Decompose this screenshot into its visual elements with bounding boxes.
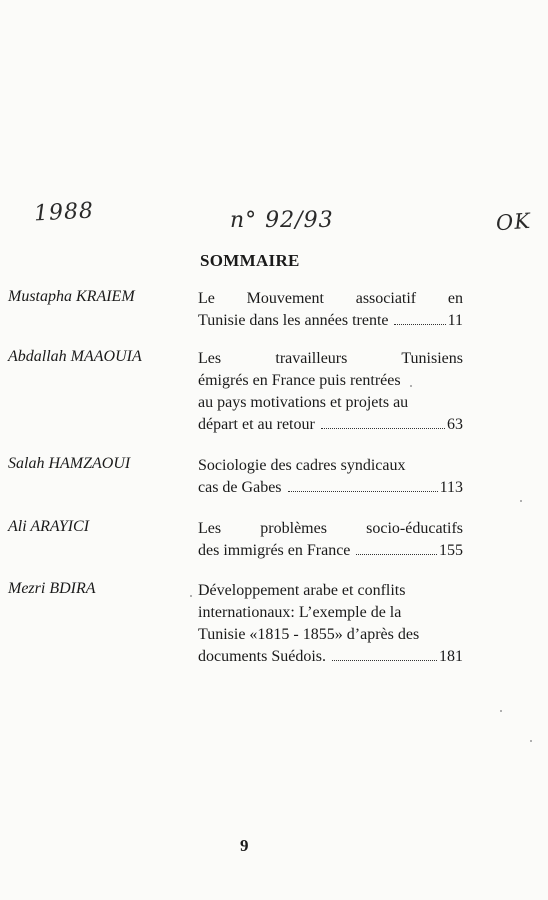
entry-article (198, 348, 463, 436)
article-title-line-last (198, 477, 463, 499)
entry-page-number: 113 (439, 479, 463, 496)
article-title-line-last (198, 540, 463, 562)
article-title-line: des immigrés en France (198, 542, 351, 559)
article-title-line: Les travailleurs Tunisiens (198, 350, 463, 367)
dot-leader (394, 324, 445, 325)
article-title-line: au pays motivations et projets au (198, 394, 409, 411)
article-title-line: Tunisie dans les années trente (198, 312, 389, 329)
entry-page-number: 155 (439, 542, 463, 559)
entry-page-number: 11 (447, 312, 463, 329)
scan-speck (500, 710, 502, 712)
article-title-line: internationaux: L’exemple de la (198, 604, 402, 621)
article-title-line-last (198, 414, 463, 436)
article-title-line: départ et au retour (198, 416, 315, 433)
article-title-line-last (198, 310, 463, 332)
scan-speck (520, 500, 522, 502)
entry-article (198, 580, 463, 668)
entry-article (198, 518, 463, 562)
entry-page-number: 181 (439, 648, 463, 665)
article-title-line: documents Suédois. (198, 648, 326, 665)
article-title-line: Le Mouvement associatif en (198, 290, 463, 307)
entry-author: Abdallah MAAOUIA (8, 348, 142, 365)
dot-leader (356, 554, 437, 555)
article-title-line: Tunisie «1815 - 1855» d’après des (198, 626, 420, 643)
article-title-line-last (198, 646, 463, 668)
page-folio: 9 (240, 836, 249, 855)
entry-page-number: 63 (447, 416, 463, 433)
article-title-line: Développement arabe et conflits (198, 582, 406, 599)
scan-speck (190, 595, 192, 597)
handwritten-issue-number: n° 92/93 (230, 208, 334, 233)
article-title-line: émigrés en France puis rentrées (198, 372, 401, 389)
dot-leader (288, 491, 438, 492)
entry-article (198, 455, 463, 499)
page-title: SOMMAIRE (200, 251, 300, 270)
handwritten-ok-mark: OK (495, 208, 532, 236)
entry-author: Salah HAMZAOUI (8, 455, 131, 472)
scan-speck (410, 385, 412, 387)
dot-leader (332, 660, 437, 661)
entry-author: Mezri BDIRA (8, 580, 96, 597)
scan-speck (530, 740, 532, 742)
entry-author: Mustapha KRAIEM (8, 288, 135, 305)
article-title-line: cas de Gabes (198, 479, 282, 496)
entry-author: Ali ARAYICI (8, 518, 90, 535)
handwritten-year: 1988 (33, 198, 95, 227)
article-title-line: Les problèmes socio-éducatifs (198, 520, 463, 537)
dot-leader (321, 428, 445, 429)
entry-article (198, 288, 463, 332)
article-title-line: Sociologie des cadres syndicaux (198, 457, 406, 474)
